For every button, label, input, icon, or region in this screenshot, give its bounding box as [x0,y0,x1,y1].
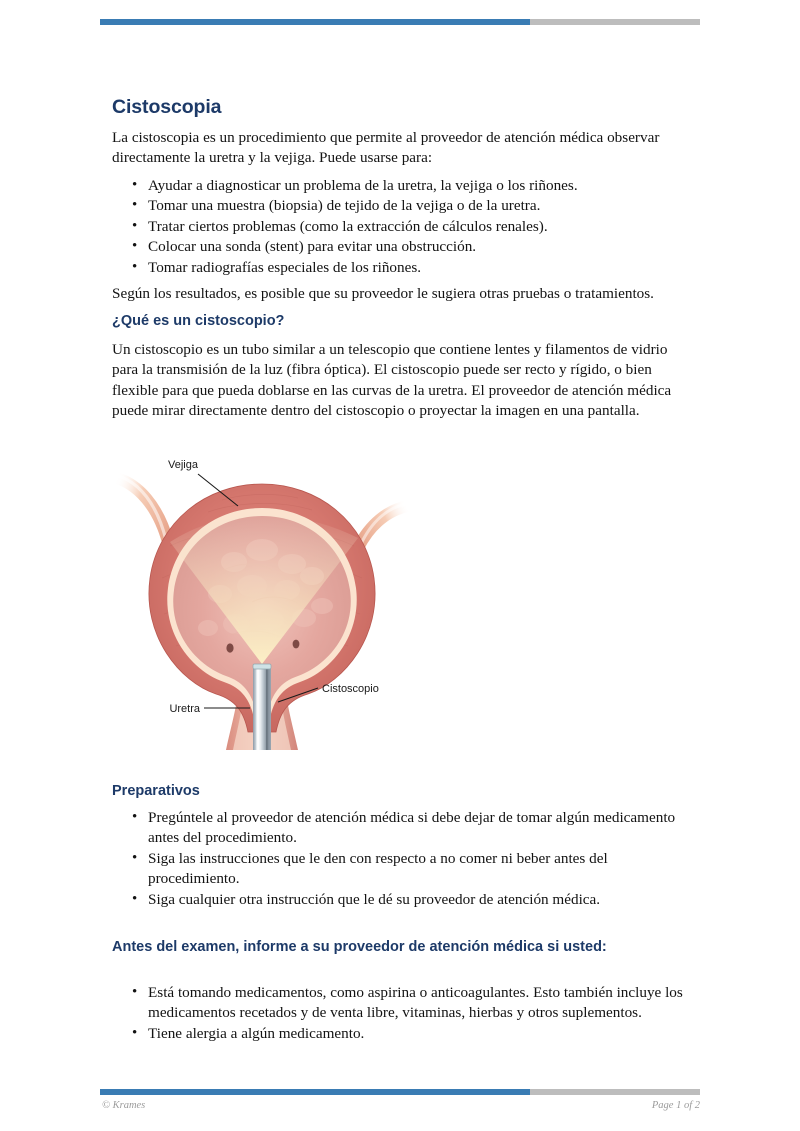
section-heading-antes-del-examen: Antes del examen, informe a su proveedor de atención médica si usted: [112,939,607,955]
list-item: • Ayudar a diagnosticar un problema de la uretra, la vejiga o los riñones. [148,176,708,196]
footer-page-number: Page 1 of 2 [651,1100,700,1111]
footer-rule-blue-segment [100,1089,530,1095]
list-item: • Está tomando medicamentos, como aspirina o anticoagulantes. Esto también incluye los medicamentos recetados y de venta libre, vitaminas, hierbas y otros suplementos. [148,983,700,1024]
list-item: • Pregúntele al proveedor de atención médica si debe dejar de tomar algún medicamento antes del procedimiento. [148,808,694,849]
footer-rule [100,1089,700,1095]
page-title: Cistoscopia [112,96,222,118]
cystoscope-shaft [253,664,271,750]
bladder-cystoscopy-illustration [112,450,412,750]
preparativos-list [112,808,694,910]
list-item: • Tomar una muestra (biopsia) de tejido de la vejiga o de la uretra. [148,196,708,216]
informe-list [112,983,700,1044]
section-body-what-is: Un cistoscopio es un tubo similar a un telescopio que contiene lentes y filamentos de vidrio para la transmisión de la luz (fibra óptica). El cistoscopio puede ser recto y rígido, o bien flexible para que pueda doblarse en las curvas de la uretra. El proveedor de atención médica puede mirar directamente dentro del cistoscopio o proyectar la imagen en una pantalla. [112,341,672,420]
figure-label-bladder: Vejiga [168,459,198,471]
header-rule-blue-segment [100,19,530,25]
ureteral-orifice-right [293,640,300,649]
figure-label-urethra: Uretra [169,703,200,715]
footer-rule-gray-segment [530,1089,700,1095]
section-heading-preparativos: Preparativos [112,783,200,799]
list-item: • Siga cualquier otra instrucción que le dé su proveedor de atención médica. [148,890,694,910]
header-rule-gray-segment [530,19,700,25]
intro-paragraph: La cistoscopia es un procedimiento que permite al proveedor de atención médica observar directamente la uretra y la vejiga. Puede usarse para: [112,129,660,167]
uses-list [112,176,708,278]
list-item: • Tiene alergia a algún medicamento. [148,1024,700,1044]
list-item: • Siga las instrucciones que le den con respecto a no comer ni beber antes del procedimiento. [148,849,694,890]
list-item: • Tratar ciertos problemas (como la extracción de cálculos renales). [148,217,708,237]
results-note-paragraph: Según los resultados, es posible que su proveedor le sugiera otras pruebas o tratamientos. [112,285,654,302]
ureteral-orifice-left [226,643,233,652]
list-item: • Colocar una sonda (stent) para evitar una obstrucción. [148,237,708,257]
figure-label-cystoscope: Cistoscopio [322,683,379,695]
header-rule [100,19,700,25]
footer-copyright: © Krames [102,1100,146,1111]
section-heading-what-is: ¿Qué es un cistoscopio? [112,313,285,329]
list-item: • Tomar radiografías especiales de los riñones. [148,258,708,278]
